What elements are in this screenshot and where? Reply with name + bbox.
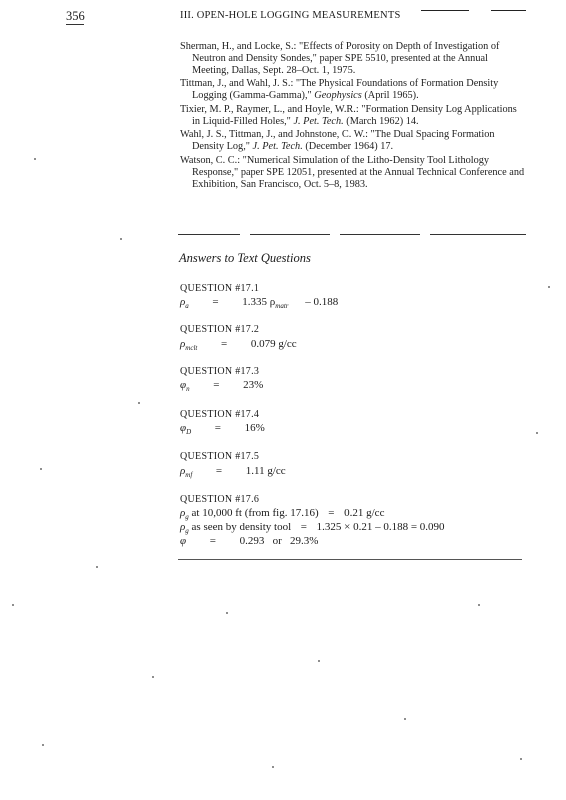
answer-value: 16%: [244, 422, 265, 434]
answer-value: 0.293 or 29.3%: [239, 535, 319, 547]
scan-speck: [404, 718, 406, 720]
divider-segment: [250, 234, 330, 235]
scan-speck: [96, 566, 98, 568]
answer-text: at 10,000 ft (from fig. 17.16): [188, 507, 319, 519]
answer-equation: [180, 422, 265, 436]
symbol: φ: [180, 422, 187, 434]
reference-text: (March 1962) 14.: [343, 115, 419, 127]
answer-value: 0.079 g/cc: [250, 338, 297, 350]
divider-segment: [340, 234, 420, 235]
running-head: III. OPEN-HOLE LOGGING MEASUREMENTS: [180, 10, 401, 21]
closing-rule: [178, 559, 522, 560]
scan-speck: [226, 612, 228, 614]
reference-text: Sherman, H., and Locke, S.: "Effects of Porosity on Depth of Investigation of Neutron and Density Sondes," paper SPE 5510, presented at the Annual Meeting, Dallas, Sept. 28–Oct. 1, 1975.: [180, 41, 500, 76]
equals-sign: =: [213, 379, 220, 391]
equals-sign: =: [220, 338, 228, 350]
answer-equation: [180, 465, 286, 479]
scan-speck: [138, 402, 140, 404]
subscript: mclt: [185, 344, 198, 352]
answer-equation: [180, 521, 445, 535]
subscript: a: [185, 302, 189, 310]
symbol: ρ: [180, 465, 186, 477]
reference-text: Wahl, J. S., Tittman, J., and Johnstone, C. W.: "The Dual Spacing Formation Density Log,": [180, 129, 495, 153]
reference-list: [180, 41, 526, 192]
reference-text: Tixier, M. P., Raymer, L., and Hoyle, W.R.: "Formation Density Log Applications in Liquid-Filled Holes,": [180, 103, 517, 127]
subscript: g: [185, 513, 189, 521]
scan-speck: [478, 604, 480, 606]
scan-speck: [548, 286, 550, 288]
equals-sign: =: [300, 521, 307, 533]
reference-journal: J. Pet. Tech.: [252, 141, 303, 153]
subscript: g: [185, 527, 189, 535]
header-rule-dash: [421, 10, 469, 11]
header-rule-dash: [491, 10, 526, 11]
answer-equation: [180, 379, 263, 393]
question-label: QUESTION #17.3: [180, 366, 260, 377]
page-number: 356: [66, 9, 85, 23]
question-label: QUESTION #17.5: [180, 451, 260, 462]
symbol: ρ: [180, 296, 186, 308]
reference-journal: J. Pet. Tech.: [293, 115, 344, 127]
symbol: ρ: [180, 338, 186, 350]
equals-sign: =: [212, 296, 219, 308]
reference-text: Watson, C. C.: "Numerical Simulation of the Litho-Density Tool Lithology Response," paper SPE 12051, presented at the Annual Technical Conference and Exhibition, San Francisco, Oct. 5–8, 1983.: [180, 154, 525, 190]
scan-speck: [520, 758, 522, 760]
reference-entry: [180, 129, 526, 153]
divider-segment: [178, 234, 240, 235]
reference-journal: Geophysics: [314, 90, 362, 102]
question-label: QUESTION #17.6: [180, 494, 260, 505]
answer-value: 1.325 × 0.21 – 0.188 = 0.090: [316, 521, 445, 533]
reference-entry: [180, 78, 526, 102]
answer-value: 0.21 g/cc: [344, 507, 385, 519]
symbol: ρ: [180, 507, 186, 519]
symbol: φ: [180, 535, 187, 547]
scan-speck: [318, 660, 320, 662]
scan-speck: [152, 676, 154, 678]
section-divider: [178, 234, 526, 236]
scan-speck: [120, 238, 122, 240]
answer-equation: [180, 296, 338, 310]
question-label: QUESTION #17.2: [180, 324, 260, 335]
subscript: matr: [275, 302, 289, 310]
symbol: φ: [180, 379, 187, 391]
answers-heading: Answers to Text Questions: [179, 251, 311, 265]
answer-value: 23%: [243, 379, 264, 391]
scan-speck: [272, 766, 274, 768]
subscript: mf: [185, 471, 193, 479]
divider-segment: [430, 234, 526, 235]
answer-equation: [180, 507, 384, 521]
scan-speck: [12, 604, 14, 606]
reference-text: (December 1964) 17.: [302, 141, 394, 153]
answer-value: 1.335 ρ: [242, 296, 276, 308]
scan-speck: [34, 158, 36, 160]
equals-sign: =: [328, 507, 335, 519]
answer-value: – 0.188: [305, 296, 339, 308]
equals-sign: =: [215, 465, 223, 477]
subscript: D: [186, 428, 192, 436]
equals-sign: =: [209, 535, 216, 547]
question-label: QUESTION #17.1: [180, 283, 260, 294]
scan-speck: [40, 468, 42, 470]
reference-text: Tittman, J., and Wahl, J. S.: "The Physical Foundations of Formation Density Logging (Gamma-Gamma),": [180, 78, 499, 102]
scan-speck: [536, 432, 538, 434]
answer-equation: [180, 535, 318, 547]
page-number-underline: [66, 24, 84, 25]
answer-text: as seen by density tool: [188, 521, 292, 533]
reference-entry: [180, 104, 526, 128]
reference-entry: [180, 41, 526, 77]
answer-equation: [180, 338, 297, 352]
subscript: n: [186, 385, 190, 393]
symbol: ρ: [180, 521, 186, 533]
reference-entry: [180, 155, 526, 191]
scan-speck: [42, 744, 44, 746]
equals-sign: =: [214, 422, 222, 434]
question-label: QUESTION #17.4: [180, 409, 260, 420]
reference-text: (April 1965).: [361, 90, 419, 102]
page-header: [66, 9, 526, 25]
answer-value: 1.11 g/cc: [245, 465, 286, 477]
